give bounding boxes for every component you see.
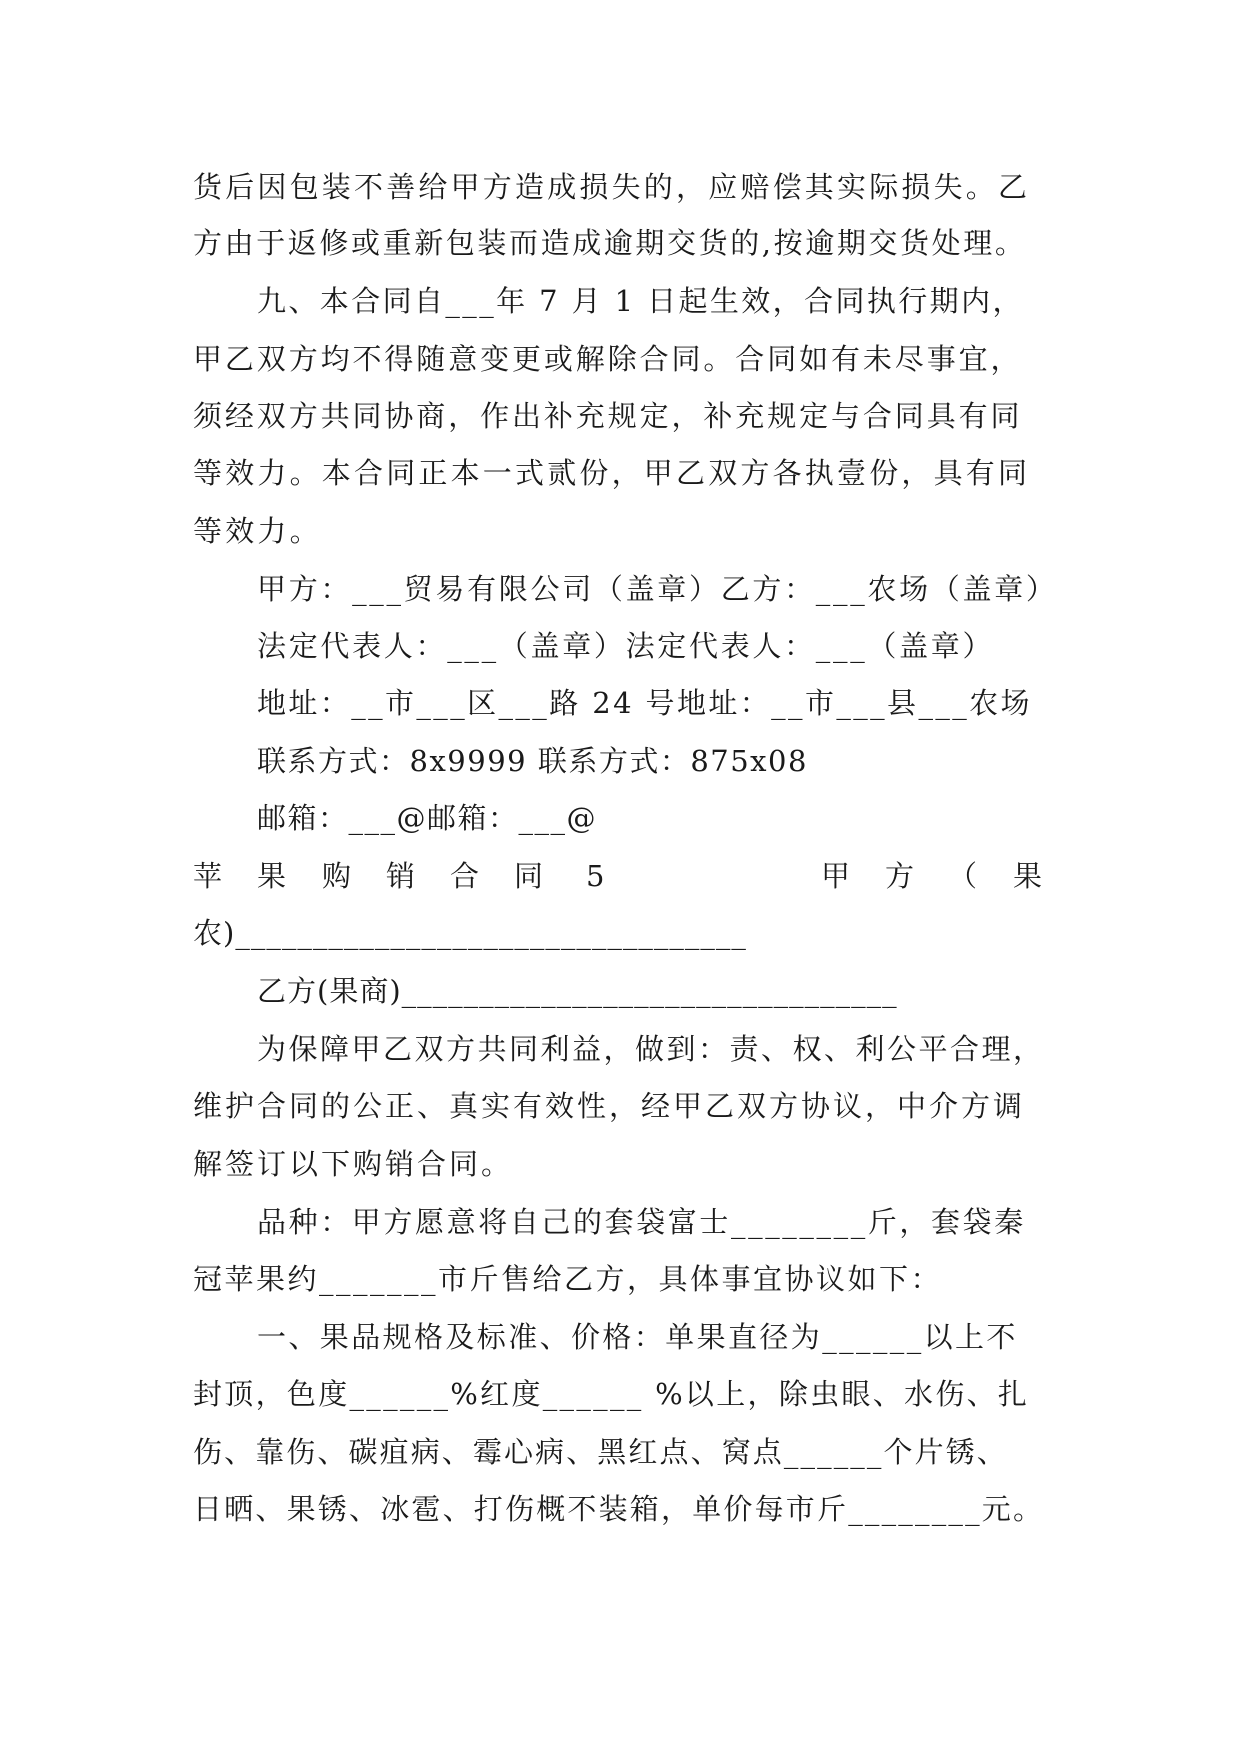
heading-char: 合 [450,859,480,893]
text-line: 日晒、果锈、冰雹、打伤概不装箱，单价每市斤________元。 [193,1492,1045,1526]
address-line: 地址：__市___区___路 24 号地址：__市___县___农场 [257,686,1032,720]
clause-nine: 九、本合同自___年 7 月 1 日起生效，合同执行期内， [257,284,1024,318]
text-line: 封顶，色度______%红度______ %以上，除虫眼、水伤、扎 [193,1377,1030,1411]
text-line: 货后因包装不善给甲方造成损失的，应赔偿其实际损失。乙 [193,170,1031,204]
heading-char: 购 [322,859,352,893]
representative-line: 法定代表人：___（盖章）法定代表人：___（盖章） [257,629,995,663]
heading-char: 销 [386,859,416,893]
text-line: 等效力。本合同正本一式贰份，甲乙双方各执壹份，具有同 [193,456,1031,490]
heading-char: 苹 [193,859,223,893]
text-line: 甲乙双方均不得随意变更或解除合同。合同如有未尽事宜， [193,342,1023,376]
contact-line: 联系方式：8x9999 联系方式：875x08 [257,744,808,778]
heading-char: 甲 [821,859,851,893]
text-line: 解签订以下购销合同。 [193,1147,514,1181]
party-line: 甲方：___贸易有限公司（盖章）乙方：___农场（盖章） [257,572,1058,606]
text-line: 方由于返修或重新包装而造成逾期交货的,按逾期交货处理。 [193,226,1027,260]
heading-char: 果 [257,859,287,893]
text-line: 冠苹果约_______市斤售给乙方，具体事宜协议如下： [193,1262,943,1296]
text-line: 等效力。 [193,514,322,548]
party-b-line: 乙方(果商)________________________________ [257,974,898,1008]
heading-char: 果 [1013,859,1043,893]
party-a-line: 农)_________________________________ [193,916,747,950]
heading-char: （ [948,859,978,893]
clause-one: 一、果品规格及标准、价格：单果直径为______以上不 [257,1320,1018,1354]
heading-char: 5 [586,859,605,893]
text-line: 为保障甲乙双方共同利益，做到：责、权、利公平合理， [257,1032,1045,1066]
text-line: 伤、靠伤、碳疽病、霉心病、黑红点、窝点______个片锈、 [193,1435,1008,1469]
text-line: 维护合同的公正、真实有效性，经甲乙双方协议，中介方调 [193,1089,1026,1123]
text-line: 须经双方共同协商，作出补充规定，补充规定与合同具有同 [193,399,1023,433]
email-line: 邮箱：___@邮箱：___@ [257,801,598,835]
heading-char: 同 [514,859,544,893]
heading-char: 方 [885,859,915,893]
variety-line: 品种：甲方愿意将自己的套袋富士________斤，套袋秦 [257,1205,1026,1239]
